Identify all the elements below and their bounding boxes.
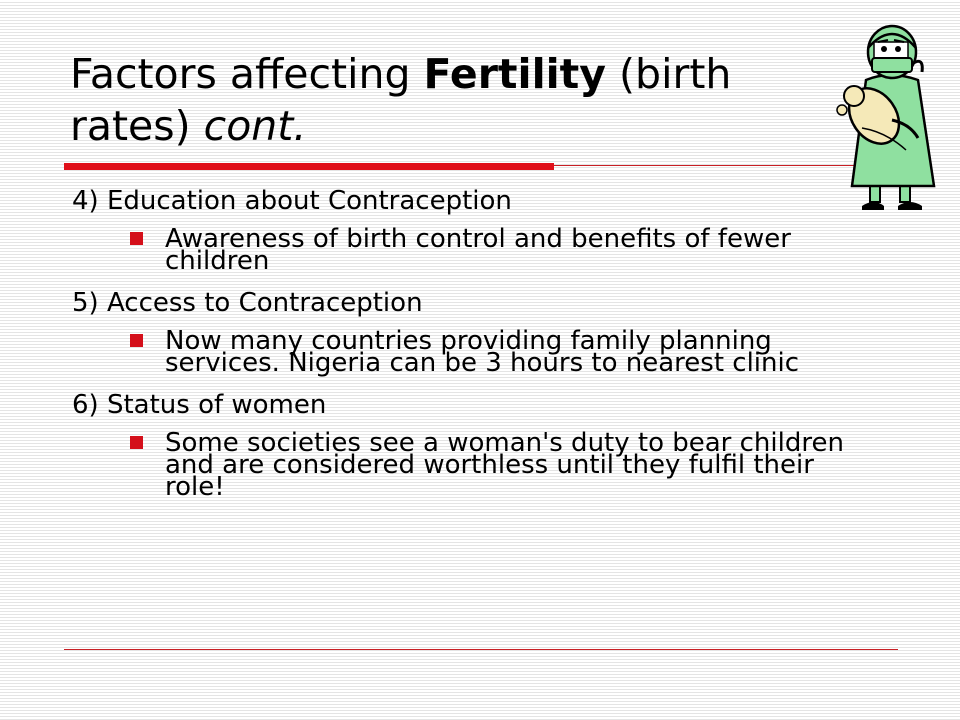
bullet-text: Now many countries providing family planning services. Nigeria can be 3 hours to nearest clinic (165, 326, 800, 378)
title-bold-word: Fertility (423, 50, 607, 98)
title-text: Factors affecting (70, 50, 424, 98)
bullet-square-icon (130, 334, 143, 347)
heading-item: 6) Status of women (72, 390, 327, 420)
heading-item: 5) Access to Contraception (72, 288, 423, 318)
title-text-2: (birth rates) (70, 50, 732, 150)
nurse-holding-baby-icon (826, 16, 944, 214)
slide-body (72, 184, 862, 512)
bullet-square-icon (130, 232, 143, 245)
bullet-item (72, 326, 862, 378)
bullet-text: Some societies see a woman's duty to bear children and are considered worthless until they fulfil their role! (165, 428, 844, 502)
bullet-text: Awareness of birth control and benefits of fewer children (165, 224, 791, 276)
title-italic-word: cont. (203, 102, 307, 150)
bullet-item (72, 428, 862, 502)
slide-title (70, 48, 830, 152)
heading-item: 4) Education about Contraception (72, 186, 512, 216)
bullet-item (72, 224, 862, 276)
bullet-square-icon (130, 436, 143, 449)
footer-rule (64, 649, 898, 650)
title-underline-thick (64, 163, 554, 170)
